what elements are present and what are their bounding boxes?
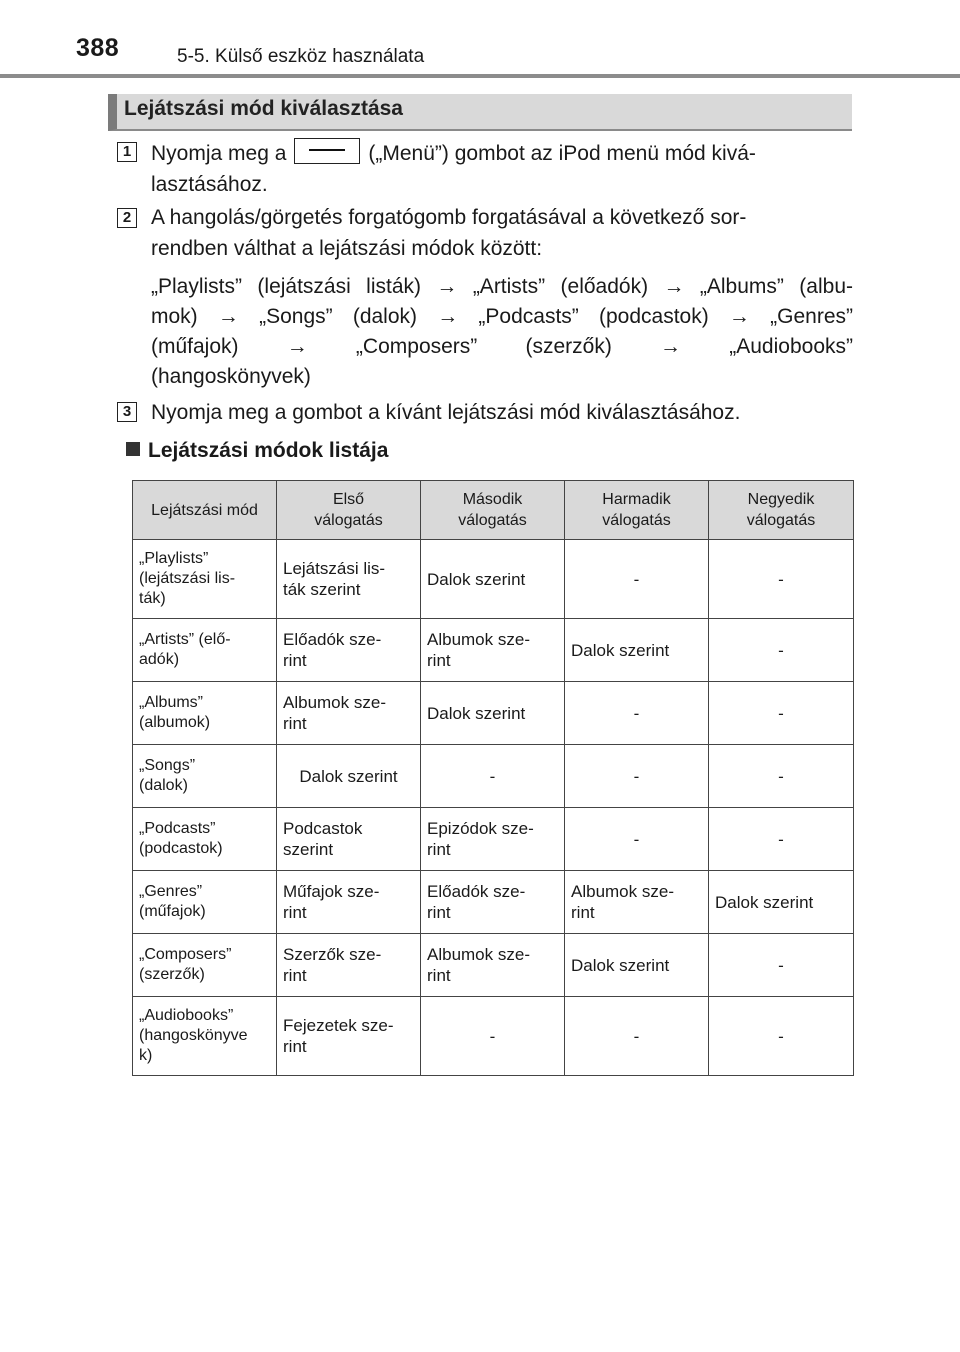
step-2-text <box>151 203 853 264</box>
table-cell: Albumok sze- rint <box>565 871 709 934</box>
table-row <box>133 619 854 682</box>
table-cell: - <box>421 997 565 1076</box>
menu-button-icon <box>294 138 360 164</box>
table-cell: Előadók sze- rint <box>277 619 421 682</box>
table-cell: Fejezetek sze- rint <box>277 997 421 1076</box>
step-3-line1: Nyomja meg a gombot a kívánt lejátszási mód kiválasztásához. <box>151 401 741 424</box>
table-cell: - <box>709 745 854 808</box>
table-cell: „Playlists” (lejátszási lis- ták) <box>133 540 277 619</box>
table-row <box>133 682 854 745</box>
table-cell: Szerzők sze- rint <box>277 934 421 997</box>
table-cell: - <box>709 808 854 871</box>
step-1-text-after: („Menü”) gombot az iPod menü mód kivá- <box>368 142 756 165</box>
table-cell: „Composers” (szerzők) <box>133 934 277 997</box>
step-1-text-line2: lasztásához. <box>151 172 268 196</box>
table-cell: Dalok szerint <box>421 540 565 619</box>
table-cell: Albumok sze- rint <box>421 619 565 682</box>
header-rule <box>0 74 960 78</box>
table-cell: „Albums” (albumok) <box>133 682 277 745</box>
table-cell: Dalok szerint <box>565 934 709 997</box>
table-cell: - <box>565 540 709 619</box>
step-1-text-before: Nyomja meg a <box>151 142 287 165</box>
col-header-first: Első válogatás <box>277 481 421 540</box>
table-cell: Előadók sze- rint <box>421 871 565 934</box>
table-cell: - <box>709 934 854 997</box>
table-cell: „Songs” (dalok) <box>133 745 277 808</box>
table-body <box>133 540 854 1076</box>
section-heading-text: Lejátszási mód kiválasztása <box>124 97 403 120</box>
table-cell: Dalok szerint <box>709 871 854 934</box>
table-cell: „Audiobooks” (hangoskönyve k) <box>133 997 277 1076</box>
table-cell: Műfajok sze- rint <box>277 871 421 934</box>
playback-modes-table <box>132 480 854 1076</box>
table-row <box>133 540 854 619</box>
list-heading <box>126 439 388 463</box>
table-cell: Epizódok sze- rint <box>421 808 565 871</box>
col-header-fourth: Negyedik válogatás <box>709 481 854 540</box>
mode-sequence-line-1: „Playlists” (lejátszási listák) → „Artists” (előadók) → „Albums” (albu- <box>151 275 853 298</box>
table-cell: - <box>565 997 709 1076</box>
table-cell: „Genres” (műfajok) <box>133 871 277 934</box>
step-2-line2: rendben válthat a lejátszási módok között: <box>151 236 543 260</box>
table-row <box>133 934 854 997</box>
table-cell: „Podcasts” (podcastok) <box>133 808 277 871</box>
step-1-text <box>151 138 853 200</box>
step-2-badge: 2 <box>117 208 137 228</box>
table-cell: - <box>709 540 854 619</box>
table-cell: Lejátszási lis- ták szerint <box>277 540 421 619</box>
chapter-title: 5-5. Külső eszköz használata <box>177 46 425 67</box>
table-cell: Albumok sze- rint <box>277 682 421 745</box>
step-2-line1: A hangolás/görgetés forgatógomb forgatásával a következő sor- <box>151 206 747 229</box>
col-header-mode: Lejátszási mód <box>133 481 277 540</box>
square-bullet-icon <box>126 442 140 456</box>
list-heading-text: Lejátszási módok listája <box>148 439 389 462</box>
mode-sequence-line-4: (hangoskönyvek) <box>151 365 311 388</box>
table-cell: Dalok szerint <box>421 682 565 745</box>
table-cell: Dalok szerint <box>277 745 421 808</box>
table-cell: - <box>565 808 709 871</box>
table-row <box>133 997 854 1076</box>
table-row <box>133 871 854 934</box>
table-cell: - <box>421 745 565 808</box>
table-header-row <box>133 481 854 540</box>
table-cell: Albumok sze- rint <box>421 934 565 997</box>
col-header-second: Második válogatás <box>421 481 565 540</box>
col-header-third: Harmadik válogatás <box>565 481 709 540</box>
table-cell: - <box>565 745 709 808</box>
mode-sequence-line-2: mok) → „Songs” (dalok) → „Podcasts” (podcastok) → „Genres” <box>151 305 853 328</box>
step-1-badge: 1 <box>117 142 137 162</box>
step-3-text <box>151 398 853 429</box>
table-cell: Dalok szerint <box>565 619 709 682</box>
table-cell: - <box>709 997 854 1076</box>
table-cell: - <box>709 619 854 682</box>
table-cell: - <box>565 682 709 745</box>
table-row <box>133 808 854 871</box>
page-number: 388 <box>76 34 120 62</box>
step-3-badge: 3 <box>117 402 137 422</box>
mode-sequence-line-3: (műfajok) → „Composers” (szerzők) → „Audiobooks” <box>151 335 853 358</box>
table-cell: Podcastok szerint <box>277 808 421 871</box>
table-cell: - <box>709 682 854 745</box>
table-row <box>133 745 854 808</box>
table-cell: „Artists” (elő- adók) <box>133 619 277 682</box>
section-heading <box>108 94 852 131</box>
